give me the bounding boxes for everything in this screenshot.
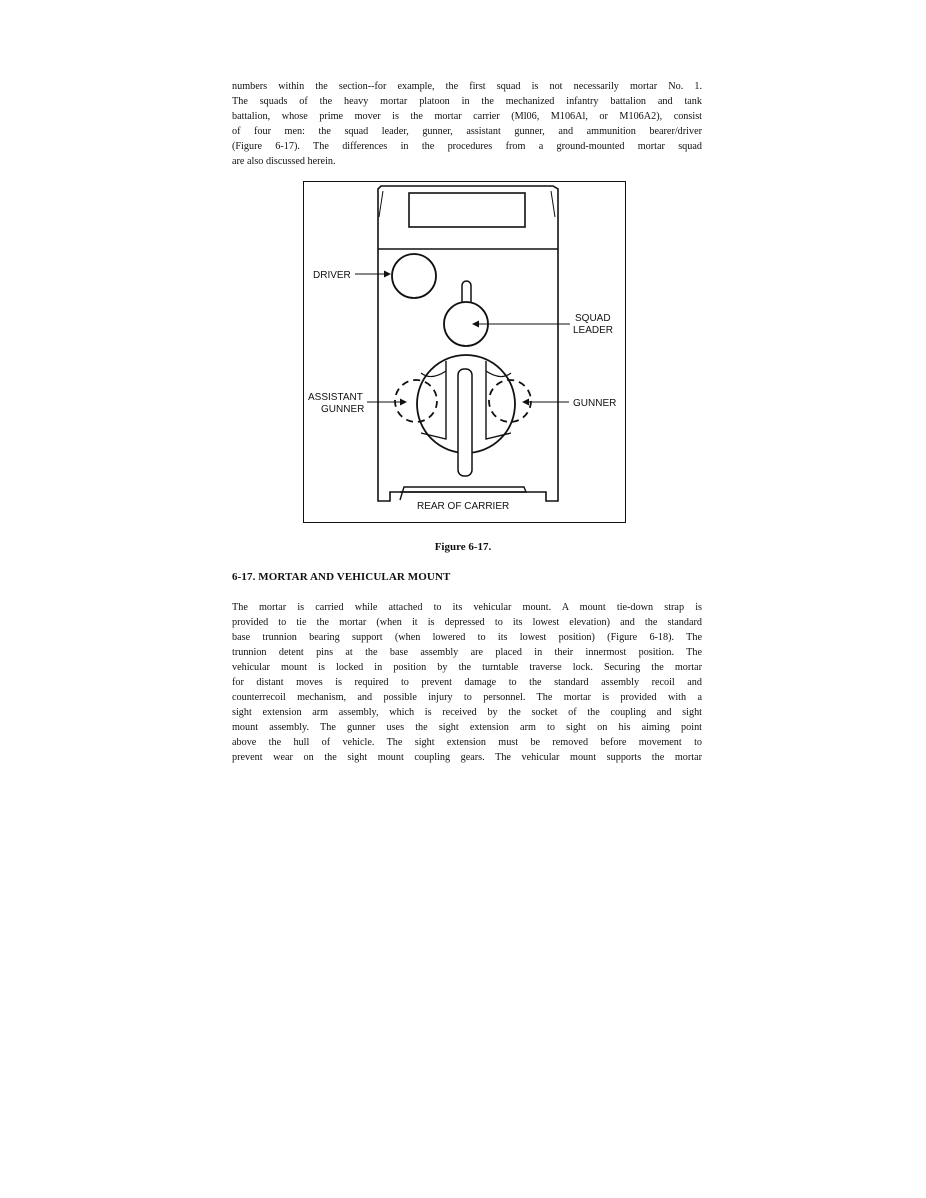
gunner-position xyxy=(489,380,531,422)
mortar-tube xyxy=(458,369,472,476)
mortar-carrier-diagram xyxy=(303,181,626,523)
section-heading: 6-17. MORTAR AND VEHICULAR MOUNT xyxy=(232,571,451,583)
section-line-1: The mortar is carried while attached to its vehicular mount. A mount tie-down strap is xyxy=(232,602,702,613)
section-line-7: counterrecoil mechanism, and possible injury to personnel. The mortar is provided with a xyxy=(232,692,702,703)
label-rear-of-carrier: REAR OF CARRIER xyxy=(417,501,510,512)
assistant-gunner-position xyxy=(395,380,437,422)
label-gunner-assistant: GUNNER xyxy=(321,404,365,415)
intro-line-5: (Figure 6-17). The differences in the procedures from a ground-mounted mortar squad xyxy=(232,141,702,152)
section-line-2: provided to tie the mortar (when it is depressed to its lowest elevation) and the standard xyxy=(232,617,702,628)
front-hatch xyxy=(409,193,525,227)
label-assistant: ASSISTANT xyxy=(308,392,363,403)
carrier-front-ridge xyxy=(379,191,555,217)
driver-hatch xyxy=(392,254,436,298)
intro-line-3: battalion, whose prime mover is the mortar carrier (Ml06, M106Al, or M106A2), consist xyxy=(232,111,702,122)
section-line-8: sight extension arm assembly, which is received by the socket of the coupling and sight xyxy=(232,707,702,718)
section-line-6: for distant moves is required to prevent damage to the standard assembly recoil and xyxy=(232,677,702,688)
section-line-4: trunnion detent pins at the base assembly are placed in their innermost position. The xyxy=(232,647,702,658)
section-paragraph xyxy=(232,600,702,765)
intro-line-6: are also discussed herein. xyxy=(232,156,336,167)
label-gunner: GUNNER xyxy=(573,398,617,409)
section-line-3: base trunnion bearing support (when lowered to its lowest position) (Figure 6-18). The xyxy=(232,632,702,643)
intro-line-2: The squads of the heavy mortar platoon in the mechanized infantry battalion and tank xyxy=(232,96,702,107)
label-leader: LEADER xyxy=(573,325,614,336)
section-line-9: mount assembly. The gunner uses the sight extension arm to sight on his aiming point xyxy=(232,722,702,733)
section-line-5: vehicular mount is locked in position by the turntable traverse lock. Securing the mortar xyxy=(232,662,702,673)
intro-paragraph xyxy=(232,79,702,169)
section-line-11: prevent wear on the sight mount coupling gears. The vehicular mount supports the mortar xyxy=(232,752,702,763)
label-squad: SQUAD xyxy=(575,313,611,324)
label-driver: DRIVER xyxy=(313,270,351,281)
intro-line-4: of four men: the squad leader, gunner, assistant gunner, and ammunition bearer/driver xyxy=(232,126,702,137)
intro-line-1: numbers within the section--for example, the first squad is not necessarily mortar No. 1. xyxy=(232,81,702,92)
section-line-10: above the hull of vehicle. The sight extension must be removed before movement to xyxy=(232,737,702,748)
figure-caption: Figure 6-17. xyxy=(434,541,492,553)
rear-ramp xyxy=(400,487,526,500)
